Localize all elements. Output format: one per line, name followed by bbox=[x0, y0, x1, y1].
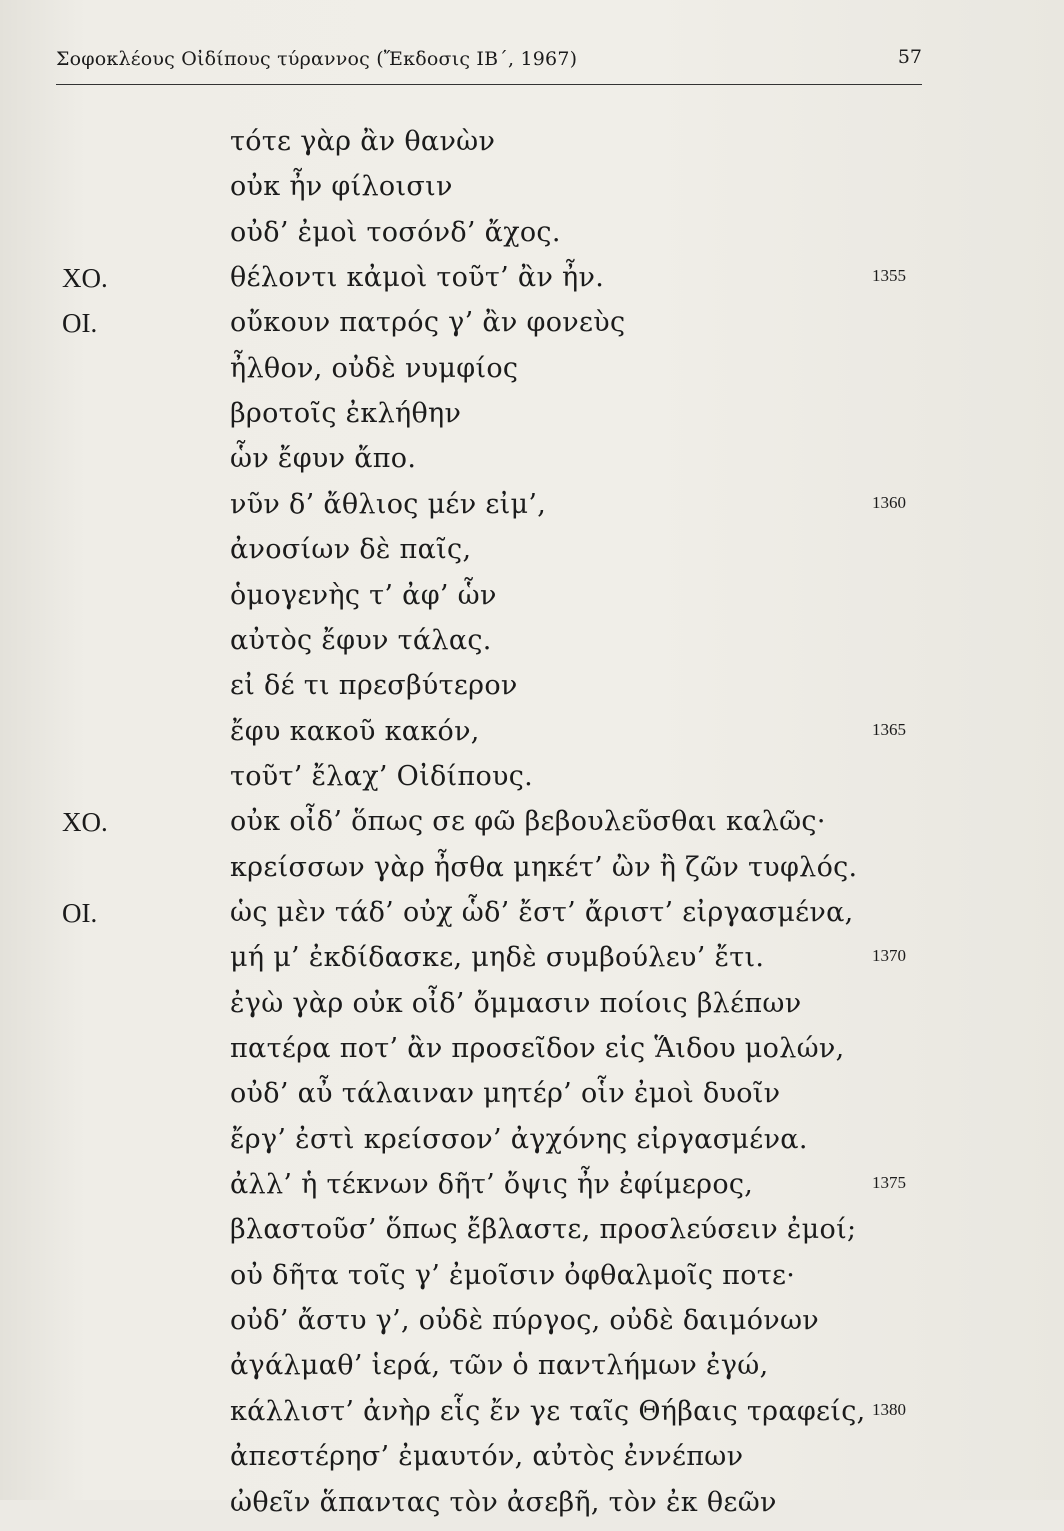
verse-text-line: εἰ δέ τι πρεσβύτερον bbox=[230, 670, 518, 702]
verse-line bbox=[0, 848, 1064, 896]
verse-text-line: θέλοντι κἀμοὶ τοῦτ’ ἂν ἦν. bbox=[230, 262, 605, 294]
speaker-label: ΧΟ. bbox=[62, 807, 108, 838]
verse-text-line: πατέρα ποτ’ ἂν προσεῖδον εἰς Ἅιδου μολών, bbox=[230, 1033, 845, 1064]
verse-line bbox=[0, 1437, 1064, 1485]
speaker-label: ΟΙ. bbox=[62, 308, 98, 339]
verse-line bbox=[0, 938, 1064, 986]
verse-text-line: νῦν δ’ ἄθλιος μέν εἰμ’, bbox=[230, 488, 547, 520]
verse-line bbox=[0, 1029, 1064, 1077]
verse-text-line: κρείσσων γὰρ ἦσθα μηκέτ’ ὢν ἢ ζῶν τυφλός. bbox=[230, 851, 858, 883]
verse-text-line: οὐκ ἦν φίλοισιν bbox=[230, 171, 453, 203]
verse-line bbox=[0, 984, 1064, 1032]
verse-line bbox=[0, 1256, 1064, 1304]
verse-line bbox=[0, 757, 1064, 805]
verse-text-line: ἀνοσίων δὲ παῖς, bbox=[230, 534, 472, 566]
verse-line bbox=[0, 1120, 1064, 1168]
verse-text-line: οὐδ’ ἐμοὶ τοσόνδ’ ἄχος. bbox=[230, 216, 561, 248]
verse-line bbox=[0, 530, 1064, 578]
line-number: 1375 bbox=[872, 1173, 906, 1193]
verse-line bbox=[0, 485, 1064, 533]
verse-line bbox=[0, 394, 1064, 442]
line-number: 1360 bbox=[872, 492, 906, 512]
page-number: 57 bbox=[897, 46, 922, 68]
verse-text-line: ὡς μὲν τάδ’ οὐχ ὧδ’ ἔστ’ ἄριστ’ εἰργασμένα, bbox=[230, 896, 854, 928]
verse-text-line: οὐκ οἶδ’ ὅπως σε φῶ βεβουλεῦσθαι καλῶς· bbox=[230, 806, 826, 838]
verse-line bbox=[0, 1392, 1064, 1440]
line-number: 1370 bbox=[872, 946, 906, 966]
verse-text-line: τότε γὰρ ἂν θανὼν bbox=[230, 126, 496, 157]
verse-text-line: οὔκουν πατρός γ’ ἂν φονεὺς bbox=[230, 307, 626, 339]
verse-text-line: ἀπεστέρησ’ ἐμαυτόν, αὐτὸς ἐννέπων bbox=[230, 1441, 744, 1473]
verse-text-line: ἔργ’ ἐστὶ κρείσσον’ ἀγχόνης εἰργασμένα. bbox=[230, 1123, 808, 1155]
verse-line bbox=[0, 1483, 1064, 1531]
verse-line bbox=[0, 1346, 1064, 1394]
verse-line bbox=[0, 167, 1064, 215]
verse-line bbox=[0, 621, 1064, 669]
line-number: 1365 bbox=[872, 719, 906, 739]
verse-text-line: βροτοῖς ἐκλήθην bbox=[230, 398, 462, 430]
line-number: 1355 bbox=[872, 266, 906, 286]
verse-text-line: ὠθεῖν ἅπαντας τὸν ἀσεβῆ, τὸν ἐκ θεῶν bbox=[230, 1486, 777, 1518]
verse-text-line: ὁμογενὴς τ’ ἀφ’ ὧν bbox=[230, 579, 497, 611]
verse-line bbox=[0, 893, 1064, 941]
verse-line bbox=[0, 303, 1064, 351]
verse-text-line: ἔφυ κακοῦ κακόν, bbox=[230, 715, 480, 747]
verse-line bbox=[0, 666, 1064, 714]
verse-text-line: ὧν ἔφυν ἄπο. bbox=[230, 443, 417, 475]
verse-text-line: ἐγὼ γὰρ οὐκ οἶδ’ ὄμμασιν ποίοις βλέπων bbox=[230, 987, 802, 1019]
verse-line bbox=[0, 576, 1064, 624]
speaker-label: ΧΟ. bbox=[62, 263, 108, 294]
line-number: 1380 bbox=[872, 1399, 906, 1419]
verse-line bbox=[0, 349, 1064, 397]
verse-line bbox=[0, 1165, 1064, 1213]
verse-text-line: οὐδ’ ἄστυ γ’, οὐδὲ πύργος, οὐδὲ δαιμόνων bbox=[230, 1305, 819, 1337]
verse-line bbox=[0, 712, 1064, 760]
verse-text-line: κάλλιστ’ ἀνὴρ εἷς ἔν γε ταῖς Θήβαις τραφείς, bbox=[230, 1395, 866, 1427]
verse-text-line: τοῦτ’ ἔλαχ’ Οἰδίπους. bbox=[230, 760, 534, 792]
verse-line bbox=[0, 213, 1064, 261]
header-title: Σοφοκλέους Οἰδίπους τύραννος (Ἔκδοσις ΙΒ΄, 1967) bbox=[56, 48, 578, 70]
verse-text-line: ἀλλ’ ἡ τέκνων δῆτ’ ὄψις ἦν ἐφίμερος, bbox=[230, 1169, 754, 1201]
verse-line bbox=[0, 1301, 1064, 1349]
verse-line bbox=[0, 258, 1064, 306]
verse-text-line: οὐ δῆτα τοῖς γ’ ἐμοῖσιν ὀφθαλμοῖς ποτε· bbox=[230, 1259, 796, 1291]
verse-line bbox=[0, 1074, 1064, 1122]
verse-line bbox=[0, 802, 1064, 850]
verse-line bbox=[0, 439, 1064, 487]
verse-line bbox=[0, 122, 1064, 170]
verse-text-line: ἀγάλμαθ’ ἱερά, τῶν ὁ παντλήμων ἐγώ, bbox=[230, 1350, 769, 1382]
speaker-label: ΟΙ. bbox=[62, 897, 98, 928]
verse-text-line: ἦλθον, οὐδὲ νυμφίος bbox=[230, 352, 519, 384]
verse-text-line: βλαστοῦσ’ ὅπως ἔβλαστε, προσλεύσειν ἐμοί; bbox=[230, 1214, 857, 1246]
verse-line bbox=[0, 1210, 1064, 1258]
verse-text-line: μή μ’ ἐκδίδασκε, μηδὲ συμβούλευ’ ἔτι. bbox=[230, 942, 765, 974]
verse-text-line: οὐδ’ αὖ τάλαιναν μητέρ’ οἷν ἐμοὶ δυοῖν bbox=[230, 1078, 781, 1110]
verse-text-line: αὐτὸς ἔφυν τάλας. bbox=[230, 624, 492, 656]
